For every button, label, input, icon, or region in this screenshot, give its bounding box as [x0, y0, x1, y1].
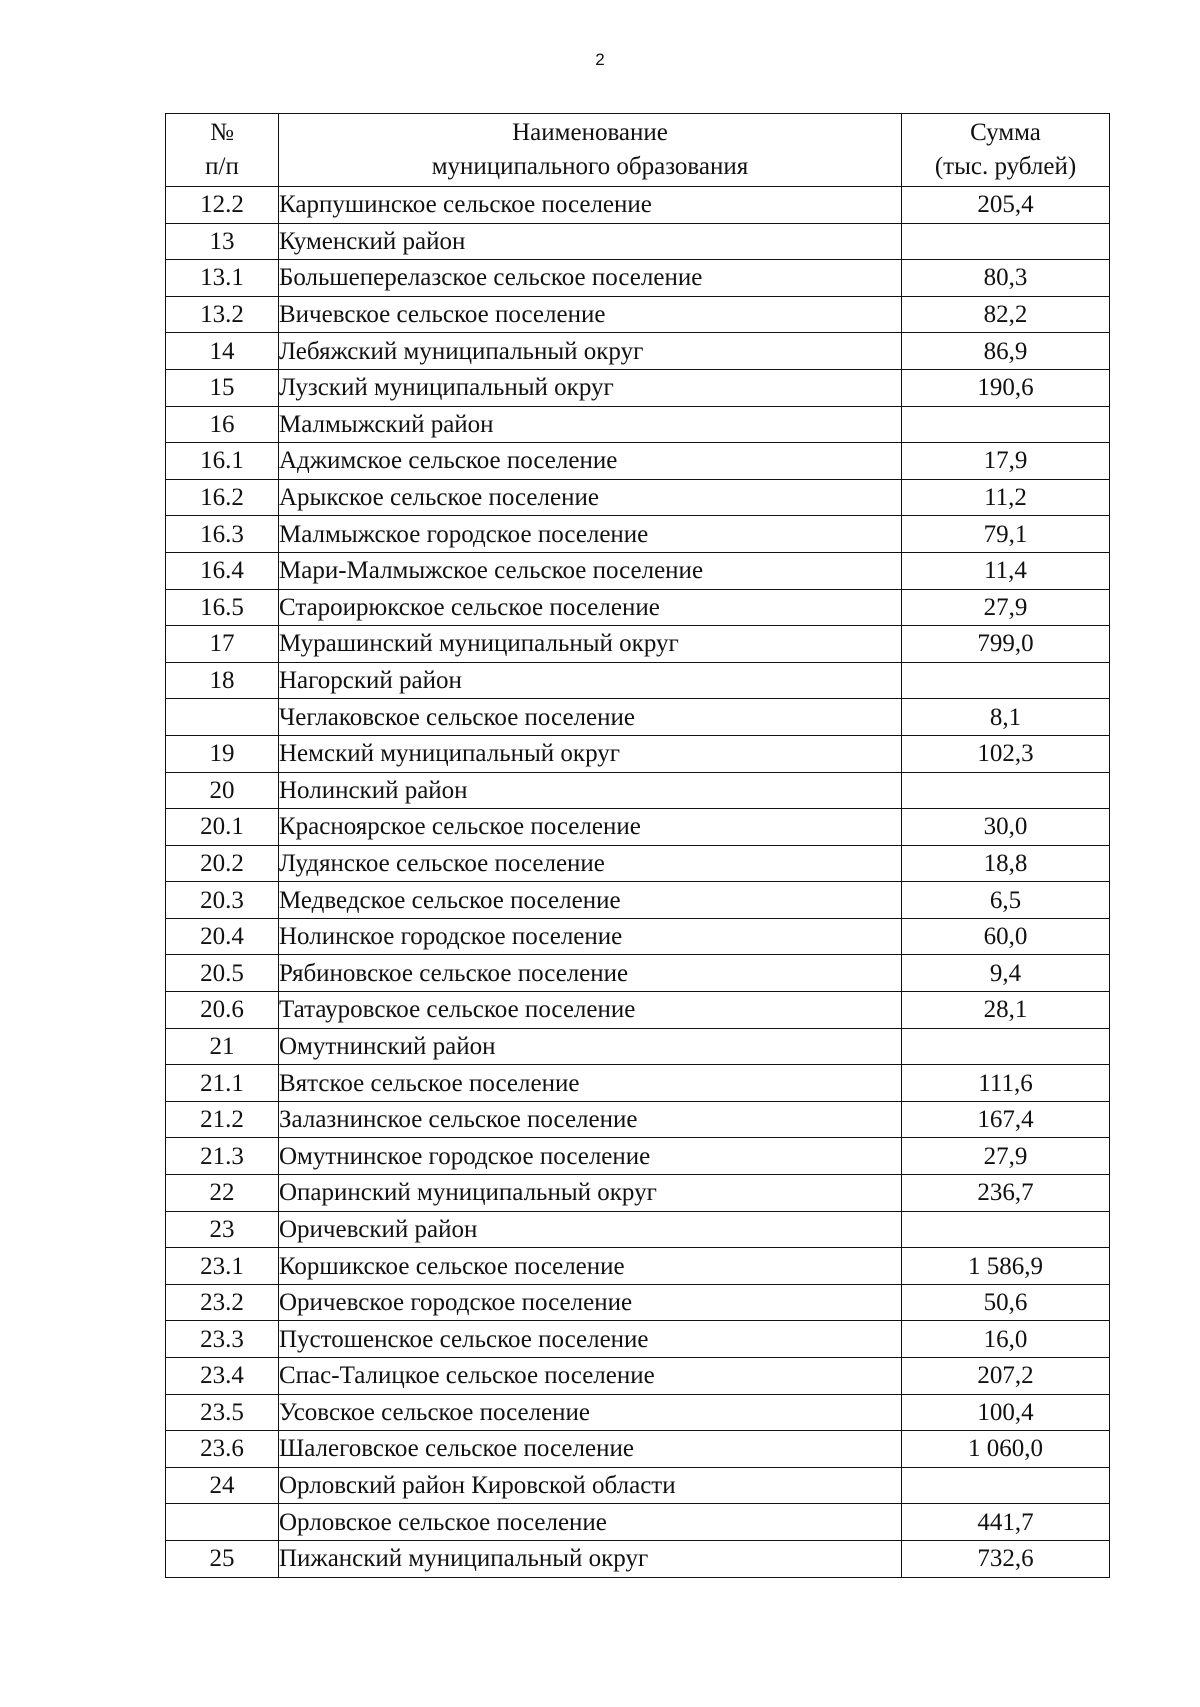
- row-name-cell: Вичевское сельское поселение: [279, 296, 902, 333]
- table-row: [166, 1431, 1110, 1468]
- row-sum-cell: [902, 406, 1110, 443]
- row-number-cell: 23.1: [166, 1248, 279, 1285]
- row-name-cell: Медведское сельское поселение: [279, 882, 902, 919]
- row-number-cell: 21.1: [166, 1065, 279, 1102]
- row-number-cell: 19: [166, 735, 279, 772]
- row-sum-cell: 11,2: [902, 479, 1110, 516]
- header-number-line1: №: [210, 119, 234, 146]
- row-sum-cell: 236,7: [902, 1175, 1110, 1212]
- row-name-cell: Татауровское сельское поселение: [279, 992, 902, 1029]
- row-number-cell: 20.1: [166, 809, 279, 846]
- row-name-cell: Оричевское городское поселение: [279, 1284, 902, 1321]
- table-row: [166, 260, 1110, 297]
- table-row: [166, 955, 1110, 992]
- row-name-cell: Рябиновское сельское поселение: [279, 955, 902, 992]
- table-body: [166, 187, 1110, 1578]
- table-row: [166, 223, 1110, 260]
- table-row: [166, 1467, 1110, 1504]
- row-sum-cell: 111,6: [902, 1065, 1110, 1102]
- row-number-cell: 15: [166, 369, 279, 406]
- row-number-cell: 16: [166, 406, 279, 443]
- row-sum-cell: 1 586,9: [902, 1248, 1110, 1285]
- row-name-cell: Большеперелазское сельское поселение: [279, 260, 902, 297]
- row-name-cell: Спас-Талицкое сельское поселение: [279, 1358, 902, 1395]
- table-row: [166, 626, 1110, 663]
- row-name-cell: Залазнинское сельское поселение: [279, 1101, 902, 1138]
- table-row: [166, 845, 1110, 882]
- table-row: [166, 1284, 1110, 1321]
- row-sum-cell: 60,0: [902, 918, 1110, 955]
- row-number-cell: 20: [166, 772, 279, 809]
- table-row: [166, 406, 1110, 443]
- row-sum-cell: 8,1: [902, 699, 1110, 736]
- row-number-cell: 16.2: [166, 479, 279, 516]
- row-sum-cell: 30,0: [902, 809, 1110, 846]
- row-name-cell: Староирюкское сельское поселение: [279, 589, 902, 626]
- row-number-cell: 25: [166, 1540, 279, 1577]
- row-sum-cell: [902, 223, 1110, 260]
- table-row: [166, 1211, 1110, 1248]
- row-number-cell: 21: [166, 1028, 279, 1065]
- row-number-cell: 20.6: [166, 992, 279, 1029]
- row-number-cell: 22: [166, 1175, 279, 1212]
- row-sum-cell: 16,0: [902, 1321, 1110, 1358]
- row-sum-cell: 205,4: [902, 187, 1110, 224]
- page-number: 2: [595, 50, 605, 69]
- row-sum-cell: 82,2: [902, 296, 1110, 333]
- row-sum-cell: 102,3: [902, 735, 1110, 772]
- table-row: [166, 589, 1110, 626]
- table-row: [166, 1394, 1110, 1431]
- header-name-cell: [279, 114, 902, 187]
- row-sum-cell: 11,4: [902, 552, 1110, 589]
- header-number-cell: [166, 114, 279, 187]
- row-name-cell: Куменский район: [279, 223, 902, 260]
- row-number-cell: 13.1: [166, 260, 279, 297]
- row-sum-cell: [902, 1028, 1110, 1065]
- row-name-cell: Немский муниципальный округ: [279, 735, 902, 772]
- table-row: [166, 1321, 1110, 1358]
- row-name-cell: Опаринский муниципальный округ: [279, 1175, 902, 1212]
- row-number-cell: 20.5: [166, 955, 279, 992]
- row-sum-cell: [902, 1467, 1110, 1504]
- row-name-cell: Чеглаковское сельское поселение: [279, 699, 902, 736]
- row-name-cell: Пижанский муниципальный округ: [279, 1540, 902, 1577]
- row-number-cell: 18: [166, 662, 279, 699]
- row-number-cell: 12.2: [166, 187, 279, 224]
- row-sum-cell: 441,7: [902, 1504, 1110, 1541]
- row-number-cell: 13: [166, 223, 279, 260]
- row-name-cell: Арыкское сельское поселение: [279, 479, 902, 516]
- row-number-cell: 16.3: [166, 516, 279, 553]
- row-sum-cell: 28,1: [902, 992, 1110, 1029]
- row-number-cell: 17: [166, 626, 279, 663]
- row-name-cell: Аджимское сельское поселение: [279, 443, 902, 480]
- table-row: [166, 809, 1110, 846]
- row-sum-cell: 6,5: [902, 882, 1110, 919]
- header-name-line2: муниципального образования: [431, 153, 749, 180]
- table-row: [166, 662, 1110, 699]
- row-sum-cell: 100,4: [902, 1394, 1110, 1431]
- row-number-cell: 16.4: [166, 552, 279, 589]
- row-name-cell: Вятское сельское поселение: [279, 1065, 902, 1102]
- row-name-cell: Лузский муниципальный округ: [279, 369, 902, 406]
- row-number-cell: 20.4: [166, 918, 279, 955]
- row-number-cell: 23.5: [166, 1394, 279, 1431]
- row-number-cell: 24: [166, 1467, 279, 1504]
- row-number-cell: 20.2: [166, 845, 279, 882]
- table-row: [166, 516, 1110, 553]
- row-sum-cell: 27,9: [902, 1138, 1110, 1175]
- row-name-cell: Лудянское сельское поселение: [279, 845, 902, 882]
- row-name-cell: Лебяжский муниципальный округ: [279, 333, 902, 370]
- table-row: [166, 1504, 1110, 1541]
- table-row: [166, 1028, 1110, 1065]
- row-name-cell: Орловское сельское поселение: [279, 1504, 902, 1541]
- table-row: [166, 1358, 1110, 1395]
- row-sum-cell: 9,4: [902, 955, 1110, 992]
- row-sum-cell: 18,8: [902, 845, 1110, 882]
- table-row: [166, 1138, 1110, 1175]
- row-name-cell: Малмыжский район: [279, 406, 902, 443]
- row-sum-cell: [902, 1211, 1110, 1248]
- header-number-line2: п/п: [205, 153, 239, 180]
- row-number-cell: 21.3: [166, 1138, 279, 1175]
- table-row: [166, 296, 1110, 333]
- table-row: [166, 187, 1110, 224]
- row-number-cell: 23.6: [166, 1431, 279, 1468]
- header-sum-line2: (тыс. рублей): [934, 153, 1077, 180]
- table-row: [166, 772, 1110, 809]
- row-name-cell: Коршикское сельское поселение: [279, 1248, 902, 1285]
- row-sum-cell: 80,3: [902, 260, 1110, 297]
- table-row: [166, 552, 1110, 589]
- row-name-cell: Красноярское сельское поселение: [279, 809, 902, 846]
- header-sum-line1: Сумма: [970, 119, 1041, 146]
- row-name-cell: Омутнинское городское поселение: [279, 1138, 902, 1175]
- table-row: [166, 882, 1110, 919]
- row-name-cell: Малмыжское городское поселение: [279, 516, 902, 553]
- allocation-table: [165, 113, 1110, 1578]
- row-name-cell: Карпушинское сельское поселение: [279, 187, 902, 224]
- table-row: [166, 1248, 1110, 1285]
- row-name-cell: Орловский район Кировской области: [279, 1467, 902, 1504]
- table-row: [166, 992, 1110, 1029]
- table-row: [166, 1175, 1110, 1212]
- row-number-cell: 20.3: [166, 882, 279, 919]
- table-row: [166, 699, 1110, 736]
- row-number-cell: 14: [166, 333, 279, 370]
- row-number-cell: 23.2: [166, 1284, 279, 1321]
- row-name-cell: Омутнинский район: [279, 1028, 902, 1065]
- header-sum-cell: [902, 114, 1110, 187]
- row-sum-cell: [902, 772, 1110, 809]
- table-row: [166, 479, 1110, 516]
- row-sum-cell: 207,2: [902, 1358, 1110, 1395]
- row-sum-cell: 732,6: [902, 1540, 1110, 1577]
- table-header: [166, 114, 1110, 187]
- table-row: [166, 333, 1110, 370]
- row-name-cell: Шалеговское сельское поселение: [279, 1431, 902, 1468]
- header-name-line1: Наименование: [512, 119, 668, 146]
- row-number-cell: 23.3: [166, 1321, 279, 1358]
- row-number-cell: 21.2: [166, 1101, 279, 1138]
- row-sum-cell: 799,0: [902, 626, 1110, 663]
- row-number-cell: 23.4: [166, 1358, 279, 1395]
- table-row: [166, 1101, 1110, 1138]
- table-row: [166, 735, 1110, 772]
- header-row: [166, 114, 1110, 187]
- row-number-cell: 16.5: [166, 589, 279, 626]
- row-name-cell: Нолинский район: [279, 772, 902, 809]
- row-sum-cell: 79,1: [902, 516, 1110, 553]
- row-number-cell: [166, 1504, 279, 1541]
- row-sum-cell: 50,6: [902, 1284, 1110, 1321]
- row-number-cell: 23: [166, 1211, 279, 1248]
- table-row: [166, 918, 1110, 955]
- row-sum-cell: 190,6: [902, 369, 1110, 406]
- row-number-cell: 16.1: [166, 443, 279, 480]
- row-name-cell: Нагорский район: [279, 662, 902, 699]
- table-row: [166, 1065, 1110, 1102]
- row-name-cell: Мари-Малмыжское сельское поселение: [279, 552, 902, 589]
- row-sum-cell: 86,9: [902, 333, 1110, 370]
- row-name-cell: Усовское сельское поселение: [279, 1394, 902, 1431]
- row-sum-cell: 27,9: [902, 589, 1110, 626]
- row-sum-cell: [902, 662, 1110, 699]
- row-sum-cell: 1 060,0: [902, 1431, 1110, 1468]
- row-name-cell: Оричевский район: [279, 1211, 902, 1248]
- row-name-cell: Пустошенское сельское поселение: [279, 1321, 902, 1358]
- row-number-cell: [166, 699, 279, 736]
- table-row: [166, 1540, 1110, 1577]
- row-sum-cell: 167,4: [902, 1101, 1110, 1138]
- row-name-cell: Нолинское городское поселение: [279, 918, 902, 955]
- row-name-cell: Мурашинский муниципальный округ: [279, 626, 902, 663]
- row-sum-cell: 17,9: [902, 443, 1110, 480]
- row-number-cell: 13.2: [166, 296, 279, 333]
- table-row: [166, 443, 1110, 480]
- table-row: [166, 369, 1110, 406]
